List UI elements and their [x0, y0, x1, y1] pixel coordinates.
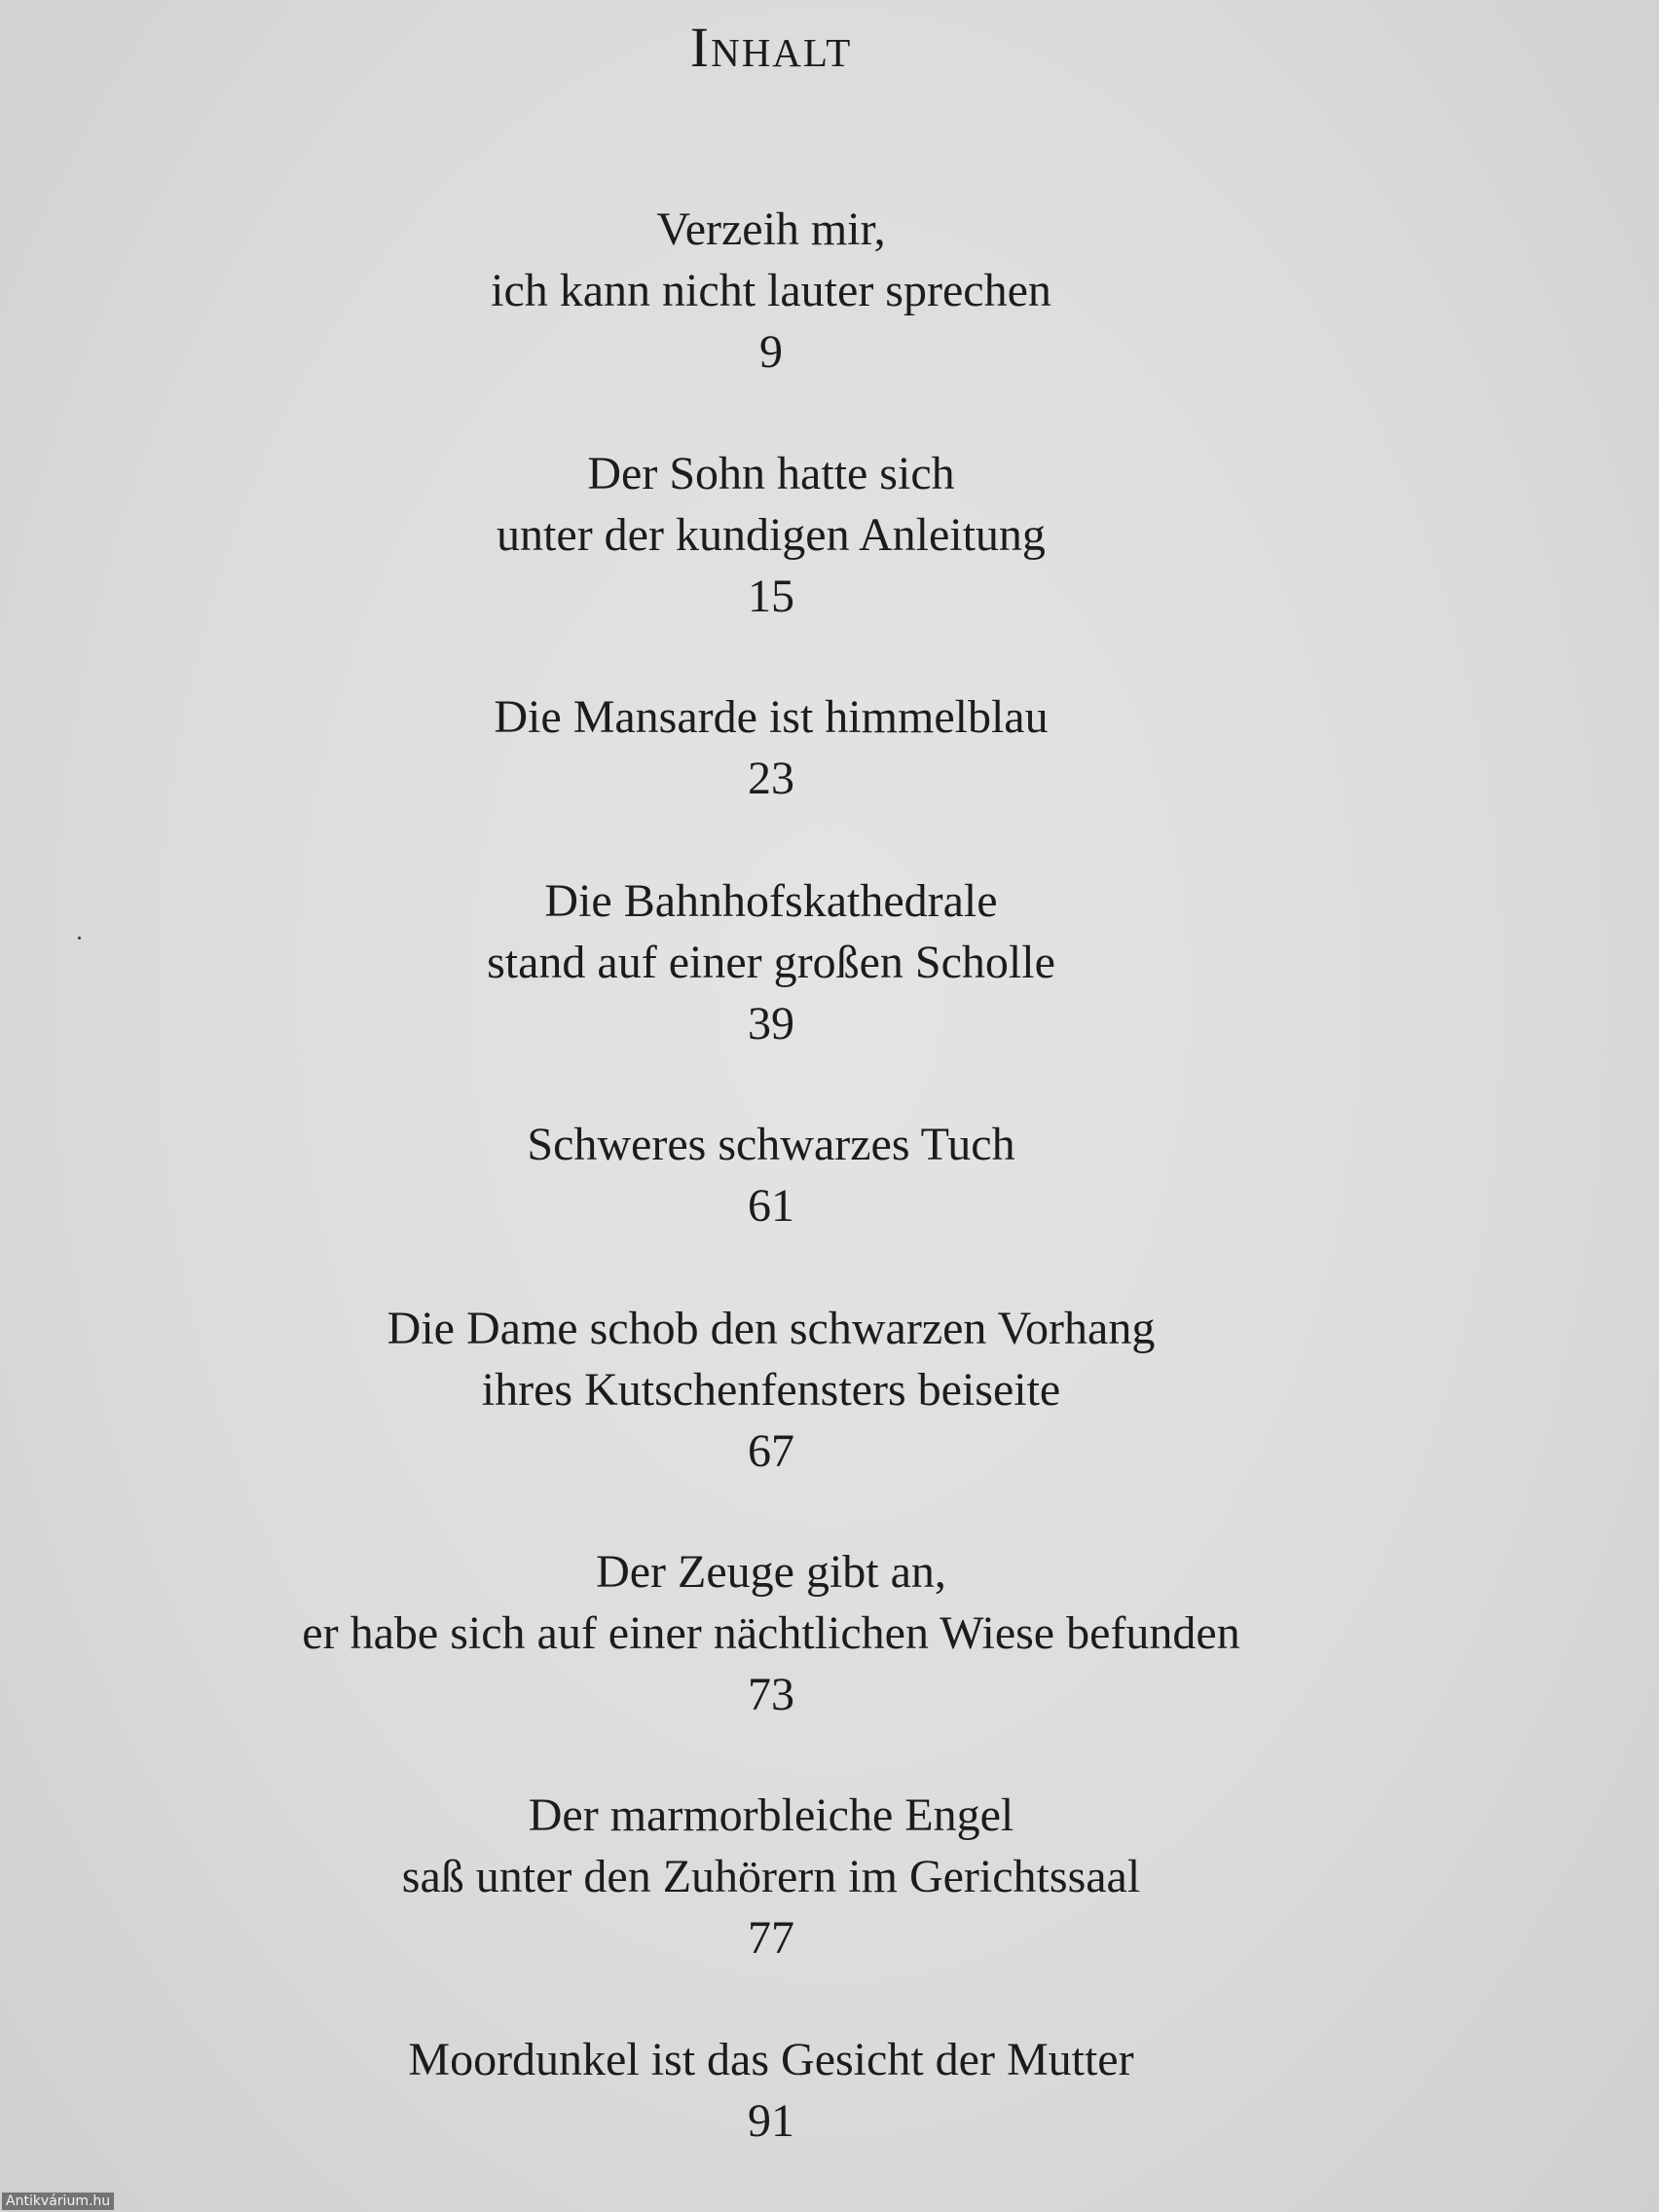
- entry-title-line: ihres Kutschenfensters beiseite: [481, 1364, 1061, 1416]
- entry-page-number: 67: [748, 1425, 794, 1477]
- entry-page-number: 91: [748, 2095, 794, 2147]
- toc-entry: [0, 199, 1542, 383]
- toc-entry: [0, 443, 1542, 627]
- entry-page-number: 39: [748, 998, 794, 1050]
- entry-title-line: Die Bahnhofskathedrale: [544, 875, 998, 927]
- entry-title-line: Moordunkel ist das Gesicht der Mutter: [408, 2034, 1134, 2085]
- entry-title-line: ich kann nicht lauter sprechen: [491, 265, 1051, 316]
- entry-title-line: er habe sich auf einer nächtlichen Wiese befunden: [302, 1607, 1240, 1659]
- entry-page-number: 77: [748, 1912, 794, 1964]
- entry-title-line: saß unter den Zuhörern im Gerichtssaal: [401, 1851, 1141, 1902]
- page-title: Inhalt: [689, 16, 853, 79]
- entry-title-line: Schweres schwarzes Tuch: [527, 1119, 1015, 1170]
- toc-entry: [0, 870, 1542, 1054]
- entry-title-line: Verzeih mir,: [656, 203, 886, 255]
- toc-entry: [0, 1298, 1542, 1482]
- entry-page-number: 73: [748, 1669, 794, 1720]
- watermark-text: Antikvárium.hu: [2, 2193, 114, 2210]
- entry-page-number: 15: [748, 571, 794, 622]
- entry-title-line: Die Mansarde ist himmelblau: [494, 691, 1049, 743]
- entry-title-line: stand auf einer großen Scholle: [487, 937, 1055, 988]
- paper-speck: [78, 937, 81, 940]
- entry-title-line: Der Sohn hatte sich: [587, 448, 955, 499]
- entry-page-number: 61: [748, 1180, 794, 1232]
- entry-title-line: Der marmorbleiche Engel: [528, 1789, 1014, 1841]
- entry-title-line: Der Zeuge gibt an,: [596, 1546, 946, 1598]
- toc-entry: [0, 686, 1542, 809]
- entry-page-number: 23: [748, 753, 794, 804]
- entry-title-line: unter der kundigen Anleitung: [497, 509, 1046, 561]
- entry-page-number: 9: [759, 326, 783, 378]
- toc-entry: [0, 2029, 1542, 2152]
- entry-title-line: Die Dame schob den schwarzen Vorhang: [387, 1303, 1156, 1354]
- toc-entry: [0, 1114, 1542, 1236]
- toc-entry: [0, 1541, 1542, 1725]
- toc-entry: [0, 1785, 1542, 1969]
